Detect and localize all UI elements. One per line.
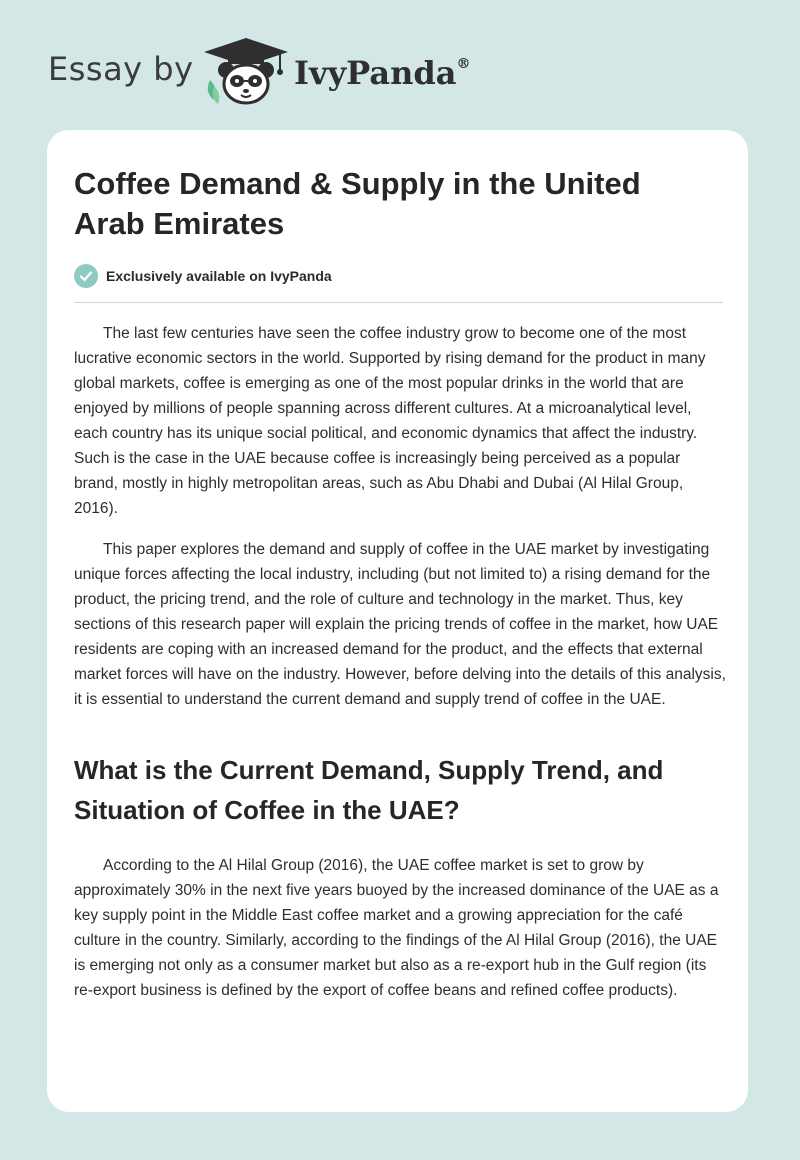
exclusive-badge [74, 264, 332, 288]
paragraph-purpose: This paper explores the demand and supply of coffee in the UAE market by investigating unique forces affecting the local industry, including (but not limited to) a rising demand for the product, the pricing trend, and the role of culture and technology in the market. Thus, key sections of this research paper will explain the pricing trends of coffee in the market, how UAE residents are coping with an increased demand for the product, and the effects that external market forces will have on the industry. However, before delving into the details of this analysis, it is essential to understand the current demand and supply trend of coffee in the UAE. [74, 541, 726, 708]
site-header [0, 0, 800, 130]
exclusive-label: Exclusively available on IvyPanda [106, 268, 332, 284]
brand-prefix: Essay by [48, 50, 194, 88]
essay-card [47, 130, 748, 1112]
brand-name[interactable]: IvyPanda® [294, 54, 471, 92]
section-heading: What is the Current Demand, Supply Trend, and Situation of Coffee in the UAE? [74, 755, 664, 825]
check-icon [74, 264, 98, 288]
divider [74, 302, 723, 303]
registered-mark: ® [456, 56, 471, 73]
essay-title: Coffee Demand & Supply in the United Arab Emirates [74, 166, 641, 241]
paragraph-section: According to the Al Hilal Group (2016), the UAE coffee market is set to grow by approximately 30% in the next five years buoyed by the increased dominance of the UAE as a key supply point in the Middle East coffee market and a growing appreciation for the café culture in the country. Similarly, according to the findings of the Al Hilal Group (2016), the UAE is emerging not only as a consumer market but also as a re-export hub in the Gulf region (its re-export business is defined by the export of coffee beans and refined coffee products). [74, 857, 719, 999]
paragraph-intro: The last few centuries have seen the coffee industry grow to become one of the most lucrative economic sectors in the world. Supported by rising demand for the product in many global markets, coffee is emerging as one of the most popular drinks in the world that are enjoyed by millions of people spanning across different cultures. At a microanalytical level, each country has its unique social political, and economic dynamics that affect the industry. Such is the case in the UAE because coffee is increasingly being perceived as a popular brand, mostly in highly metropolitan areas, such as Abu Dhabi and Dubai (Al Hilal Group, 2016). [74, 325, 706, 517]
panda-graduate-icon[interactable] [200, 36, 292, 106]
